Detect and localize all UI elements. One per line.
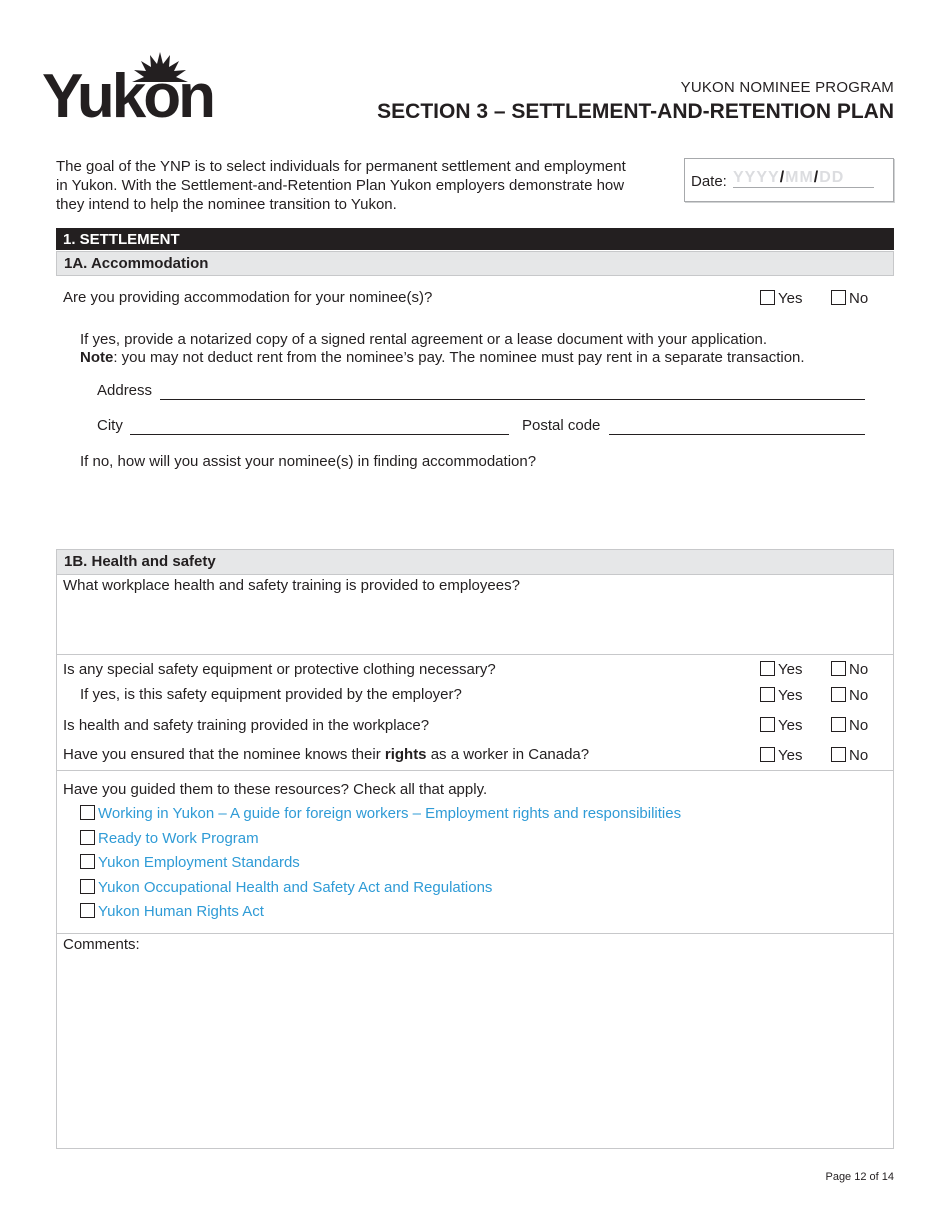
no-label: No [849,687,869,704]
date-separator: / [813,169,820,186]
city-field[interactable] [130,417,509,435]
checkbox[interactable] [760,687,775,702]
resource-link-working-in-yukon[interactable]: Working in Yukon – A guide for foreign workers – Employment rights and responsibilities [98,805,682,822]
date-box [684,158,894,202]
resource-link-ohs-act[interactable]: Yukon Occupational Health and Safety Act and Regulations [98,879,493,896]
no-label: No [849,717,869,734]
date-label: Date: [691,173,727,190]
divider [57,933,893,934]
accommodation-note-rent: Note: you may not deduct rent from the nominee’s pay. The nominee must pay rent in a separate transaction. [80,349,805,366]
date-input[interactable] [733,169,874,188]
resources-question: Have you guided them to these resources? Check all that apply. [63,781,488,798]
accommodation-note: If yes, provide a notarized copy of a signed rental agreement or a lease document with your application. [80,331,768,348]
date-separator: / [779,169,786,186]
postal-code-field[interactable] [609,417,865,435]
program-name: YUKON NOMINEE PROGRAM [680,79,894,96]
intro-text [56,157,666,214]
page-title: SECTION 3 – SETTLEMENT-AND-RETENTION PLAN [377,100,894,123]
checkbox[interactable] [80,879,95,894]
divider [57,770,893,771]
safety-equipment-no-option[interactable] [831,661,868,678]
yes-label: Yes [778,661,803,678]
resource-link-human-rights-act[interactable]: Yukon Human Rights Act [98,903,264,920]
no-label: No [849,747,869,764]
resource-item[interactable] [80,854,300,871]
accommodation-yes-option[interactable] [760,290,802,307]
assist-accommodation-answer-area[interactable] [80,475,880,535]
page-number: Page 12 of 14 [825,1171,894,1183]
training-workplace-yes-option[interactable] [760,717,802,734]
yes-label: Yes [778,747,803,764]
checkbox[interactable] [760,717,775,732]
checkbox[interactable] [760,290,775,305]
intro-line: they intend to help the nominee transition to Yukon. [56,196,397,213]
postal-code-label: Postal code [522,417,601,434]
training-workplace-question: Is health and safety training provided in the workplace? [63,717,430,734]
equipment-provided-yes-option[interactable] [760,687,802,704]
date-month-placeholder: MM [785,169,814,186]
resource-item[interactable] [80,879,492,896]
checkbox[interactable] [80,830,95,845]
comments-field[interactable] [63,958,883,1138]
yes-label: Yes [778,687,803,704]
date-year-placeholder: YYYY [733,169,780,186]
resource-item[interactable] [80,805,681,822]
yukon-logo: Yukon [42,62,214,131]
divider [57,654,893,655]
comments-label: Comments: [63,936,140,953]
intro-line: The goal of the YNP is to select individuals for permanent settlement and employment [56,158,626,175]
checkbox[interactable] [760,747,775,762]
resource-link-employment-standards[interactable]: Yukon Employment Standards [98,854,300,871]
checkbox[interactable] [831,687,846,702]
training-question: What workplace health and safety training is provided to employees? [63,577,520,594]
resource-item[interactable] [80,830,259,847]
checkbox[interactable] [80,805,95,820]
checkbox[interactable] [831,290,846,305]
checkbox[interactable] [831,747,846,762]
yes-label: Yes [778,717,803,734]
worker-rights-question: Have you ensured that the nominee knows their rights as a worker in Canada? [63,746,590,763]
checkbox[interactable] [760,661,775,676]
section-header-settlement: 1. SETTLEMENT [56,228,894,250]
checkbox[interactable] [831,717,846,732]
resource-item[interactable] [80,903,264,920]
assist-accommodation-question: If no, how will you assist your nominee(s) in finding accommodation? [80,453,537,470]
accommodation-no-option[interactable] [831,290,868,307]
equipment-provided-no-option[interactable] [831,687,868,704]
resource-link-ready-to-work[interactable]: Ready to Work Program [98,830,259,847]
checkbox[interactable] [80,903,95,918]
subsection-header-health-safety: 1B. Health and safety [56,549,894,575]
address-field[interactable] [160,382,865,400]
checkbox[interactable] [80,854,95,869]
training-workplace-no-option[interactable] [831,717,868,734]
safety-equipment-yes-option[interactable] [760,661,802,678]
date-day-placeholder: DD [819,169,845,186]
equipment-provided-question: If yes, is this safety equipment provided by the employer? [80,686,462,703]
safety-equipment-question: Is any special safety equipment or protective clothing necessary? [63,661,496,678]
subsection-header-accommodation: 1A. Accommodation [56,251,894,276]
accommodation-question: Are you providing accommodation for your nominee(s)? [63,289,433,306]
worker-rights-yes-option[interactable] [760,747,802,764]
intro-line: in Yukon. With the Settlement-and-Retention Plan Yukon employers demonstrate how [56,177,625,194]
city-label: City [97,417,123,434]
no-label: No [849,661,869,678]
address-label: Address [97,382,153,399]
worker-rights-no-option[interactable] [831,747,868,764]
checkbox[interactable] [831,661,846,676]
no-label: No [849,290,869,307]
training-answer-area[interactable] [63,598,883,650]
yes-label: Yes [778,290,803,307]
